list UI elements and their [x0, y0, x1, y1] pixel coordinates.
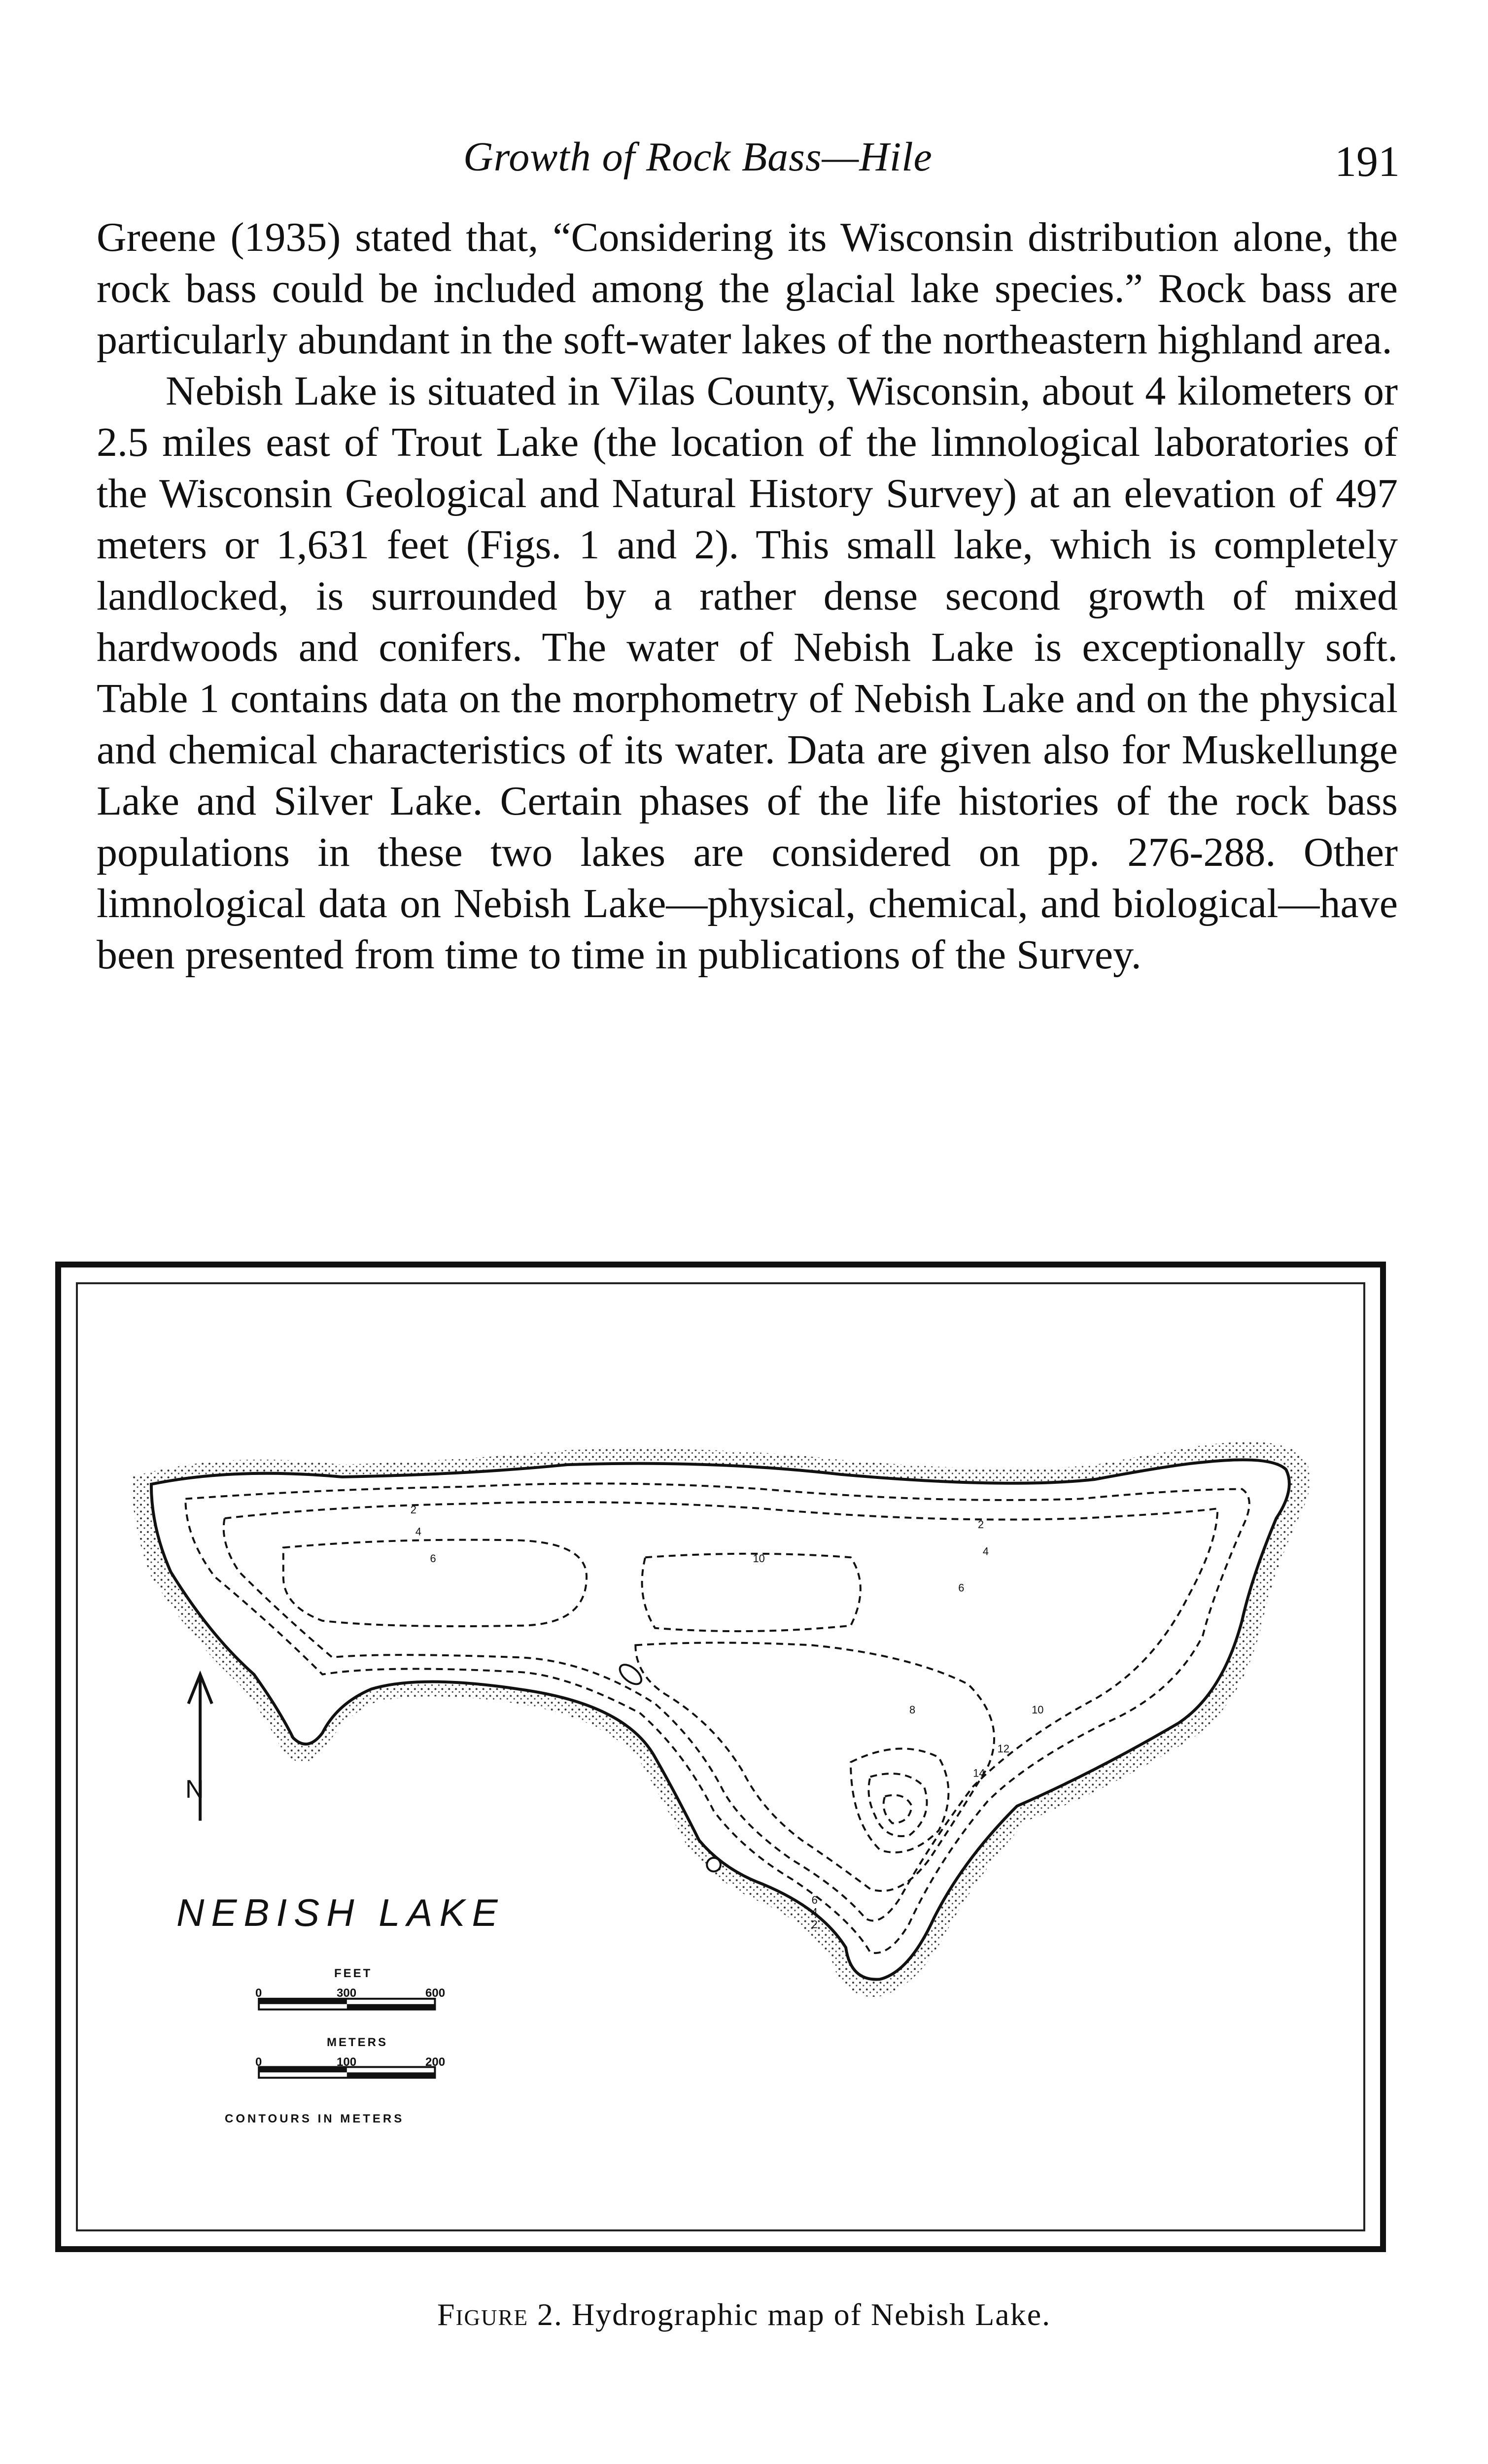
- caption-label: Figure 2.: [437, 2297, 563, 2332]
- page-header: [89, 123, 1400, 192]
- hydrographic-map: [78, 1284, 1363, 2229]
- contour-label: 6: [811, 1893, 818, 1906]
- page-number: 191: [1335, 138, 1400, 186]
- contour-label: 6: [958, 1581, 965, 1594]
- island-south: [707, 1858, 721, 1872]
- scale-feet-tick: 600: [425, 1986, 446, 2000]
- contour-label: 2: [811, 1918, 818, 1931]
- map-title: NEBISH LAKE: [176, 1891, 505, 1934]
- scale-meters-tick: 200: [425, 2055, 446, 2069]
- running-head: Growth of Rock Bass—Hile: [463, 134, 933, 180]
- scale-meters-tick: 0: [255, 2055, 262, 2069]
- caption-text: Hydrographic map of Nebish Lake.: [571, 2297, 1051, 2332]
- scale-meters-tick: 100: [337, 2055, 357, 2069]
- figure-caption: [0, 2296, 1488, 2333]
- contour-label: 10: [1032, 1703, 1044, 1716]
- paragraph-2: Nebish Lake is situated in Vilas County, Wisconsin, about 4 kilometers or 2.5 miles east of Trout Lake (the location of the limnological laboratories of the Wisconsin Geological and Natural History Survey) at an elevation of 497 meters or 1,631 feet (Figs. 1 and 2). This small lake, which is completely landlocked, is surrounded by a rather dense second growth of mixed hardwoods and conifers. The water of Nebish Lake is exceptionally soft. Table 1 contains data on the morphometry of Nebish Lake and on the physical and chemical characteristics of its water. Data are given also for Muskellunge Lake and Silver Lake. Certain phases of the life histories of the rock bass populations in these two lakes are considered on pp. 276-288. Other limnological data on Nebish Lake—physical, chemical, and biological—have been presented from time to time in publications of the Survey.: [97, 368, 1398, 978]
- north-label: N: [185, 1775, 204, 1804]
- contour-label: 2: [977, 1518, 984, 1531]
- scale-feet-tick: 300: [337, 1986, 357, 2000]
- figure-inner-border: [76, 1282, 1365, 2231]
- contour-label: 10: [753, 1552, 765, 1565]
- contour-label: 12: [997, 1743, 1009, 1755]
- scale-bar-feet: [259, 1999, 435, 2010]
- scale-meters-unit: METERS: [327, 2036, 388, 2049]
- contour-label: 4: [811, 1906, 818, 1918]
- scale-feet-tick: 0: [255, 1986, 262, 2000]
- figure-frame: [55, 1262, 1386, 2252]
- paragraph-1: Greene (1935) stated that, “Considering its Wisconsin distribution alone, the rock bass could be included among the glacial lake species.” Rock bass are particularly abundant in the soft-water lakes of the northeastern highland area.: [97, 214, 1398, 363]
- contour-label: 4: [982, 1545, 989, 1558]
- contour-note: CONTOURS IN METERS: [225, 2112, 405, 2125]
- contour-label: 6: [430, 1552, 436, 1565]
- contour-label: 8: [909, 1703, 916, 1716]
- contour-label: 2: [410, 1504, 416, 1516]
- contour-label: 4: [415, 1525, 421, 1538]
- contour-label: 14: [973, 1767, 985, 1780]
- body-text: [97, 212, 1398, 981]
- scale-feet-unit: FEET: [334, 1967, 373, 1980]
